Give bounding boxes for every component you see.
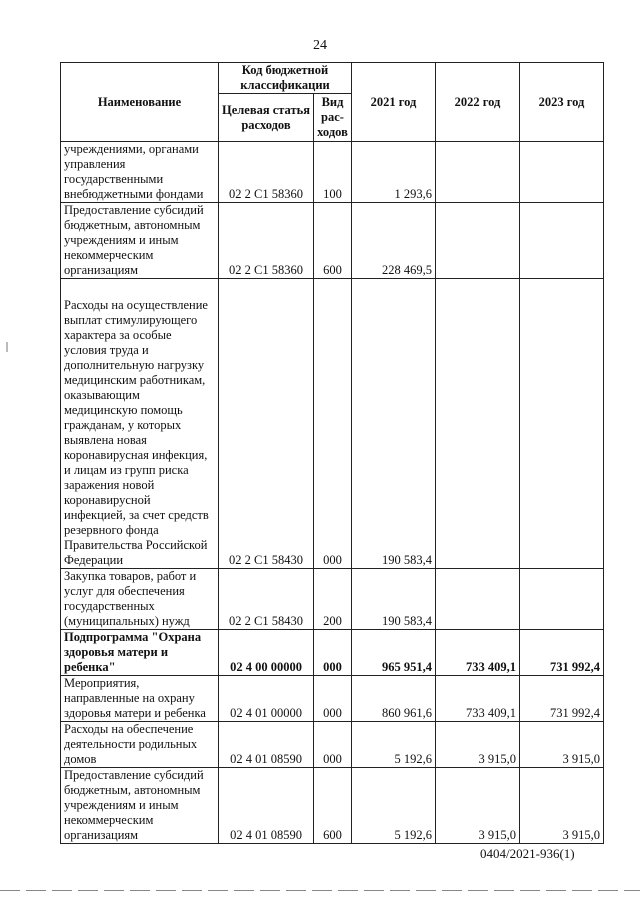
- row-2021: 5 192,6: [352, 768, 436, 844]
- row-name: Предоставление субсидий бюджетным, автономным учреждениям и иным некоммерческим организациям: [61, 768, 219, 844]
- row-2022: [436, 142, 520, 203]
- table-row: [61, 768, 604, 844]
- row-2021: 190 583,4: [352, 279, 436, 569]
- row-2021: 860 961,6: [352, 676, 436, 722]
- row-2021: 190 583,4: [352, 569, 436, 630]
- row-target-code: 02 4 01 08590: [219, 768, 314, 844]
- table-row: [61, 203, 604, 279]
- row-target-code: 02 2 С1 58430: [219, 569, 314, 630]
- row-expense-type: 600: [314, 768, 352, 844]
- row-name: Расходы на осуществление выплат стимулирующего характера за особые условия труда и дополнительную нагрузку медицинским работникам, оказывающим медицинскую помощь гражданам, у которых выявлена новая коронавирусная инфекция, и лицам из групп риска заражения новой коронавирусной инфекцией, за счет средств резервного фонда Правительства Российской Федерации: [61, 279, 219, 569]
- table-row: [61, 142, 604, 203]
- row-target-code: 02 2 С1 58360: [219, 203, 314, 279]
- row-name: учреждениями, органами управления государственными внебюджетными фондами: [61, 142, 219, 203]
- budget-table: [60, 62, 604, 844]
- row-expense-type: 200: [314, 569, 352, 630]
- row-name: Расходы на обеспечение деятельности родильных домов: [61, 722, 219, 768]
- header-expense-type: Вид рас-ходов: [314, 94, 352, 142]
- row-2022: [436, 569, 520, 630]
- row-2023: 3 915,0: [520, 722, 604, 768]
- row-2022: 3 915,0: [436, 768, 520, 844]
- row-name: Предоставление субсидий бюджетным, автономным учреждениям и иным некоммерческим организациям: [61, 203, 219, 279]
- table-row: [61, 676, 604, 722]
- row-expense-type: 000: [314, 722, 352, 768]
- row-2022: 733 409,1: [436, 630, 520, 676]
- row-target-code: 02 4 01 00000: [219, 676, 314, 722]
- row-2021: 228 469,5: [352, 203, 436, 279]
- row-expense-type: 000: [314, 630, 352, 676]
- row-name: Закупка товаров, работ и услуг для обеспечения государственных (муниципальных) нужд: [61, 569, 219, 630]
- row-2022: [436, 203, 520, 279]
- row-2021: 5 192,6: [352, 722, 436, 768]
- row-2022: 733 409,1: [436, 676, 520, 722]
- row-2022: [436, 279, 520, 569]
- table-row: [61, 569, 604, 630]
- footer-dashed-line: [0, 890, 640, 891]
- row-2023: [520, 142, 604, 203]
- row-2022: 3 915,0: [436, 722, 520, 768]
- row-2023: 731 992,4: [520, 630, 604, 676]
- table-row: [61, 722, 604, 768]
- row-2023: [520, 279, 604, 569]
- header-2023: 2023 год: [520, 63, 604, 142]
- header-2021: 2021 год: [352, 63, 436, 142]
- row-target-code: 02 4 01 08590: [219, 722, 314, 768]
- row-2021: 965 951,4: [352, 630, 436, 676]
- header-code-group: Код бюджетной классификации: [219, 63, 352, 94]
- row-name: Мероприятия, направленные на охрану здоровья матери и ребенка: [61, 676, 219, 722]
- row-2023: [520, 569, 604, 630]
- row-target-code: 02 4 00 00000: [219, 630, 314, 676]
- row-2023: 731 992,4: [520, 676, 604, 722]
- margin-mark: [6, 342, 8, 352]
- row-expense-type: 100: [314, 142, 352, 203]
- row-2023: [520, 203, 604, 279]
- row-expense-type: 600: [314, 203, 352, 279]
- row-expense-type: 000: [314, 676, 352, 722]
- header-name: Наименование: [61, 63, 219, 142]
- table-row: [61, 279, 604, 569]
- row-expense-type: 000: [314, 279, 352, 569]
- row-target-code: 02 2 С1 58430: [219, 279, 314, 569]
- row-2023: 3 915,0: [520, 768, 604, 844]
- header-target-item: Целевая статья расходов: [219, 94, 314, 142]
- page-number: 24: [313, 38, 327, 53]
- header-2022: 2022 год: [436, 63, 520, 142]
- table-row: [61, 630, 604, 676]
- row-2021: 1 293,6: [352, 142, 436, 203]
- row-target-code: 02 2 С1 58360: [219, 142, 314, 203]
- document-number: 0404/2021-936(1): [480, 846, 575, 861]
- row-name: Подпрограмма "Охрана здоровья матери и ребенка": [61, 630, 219, 676]
